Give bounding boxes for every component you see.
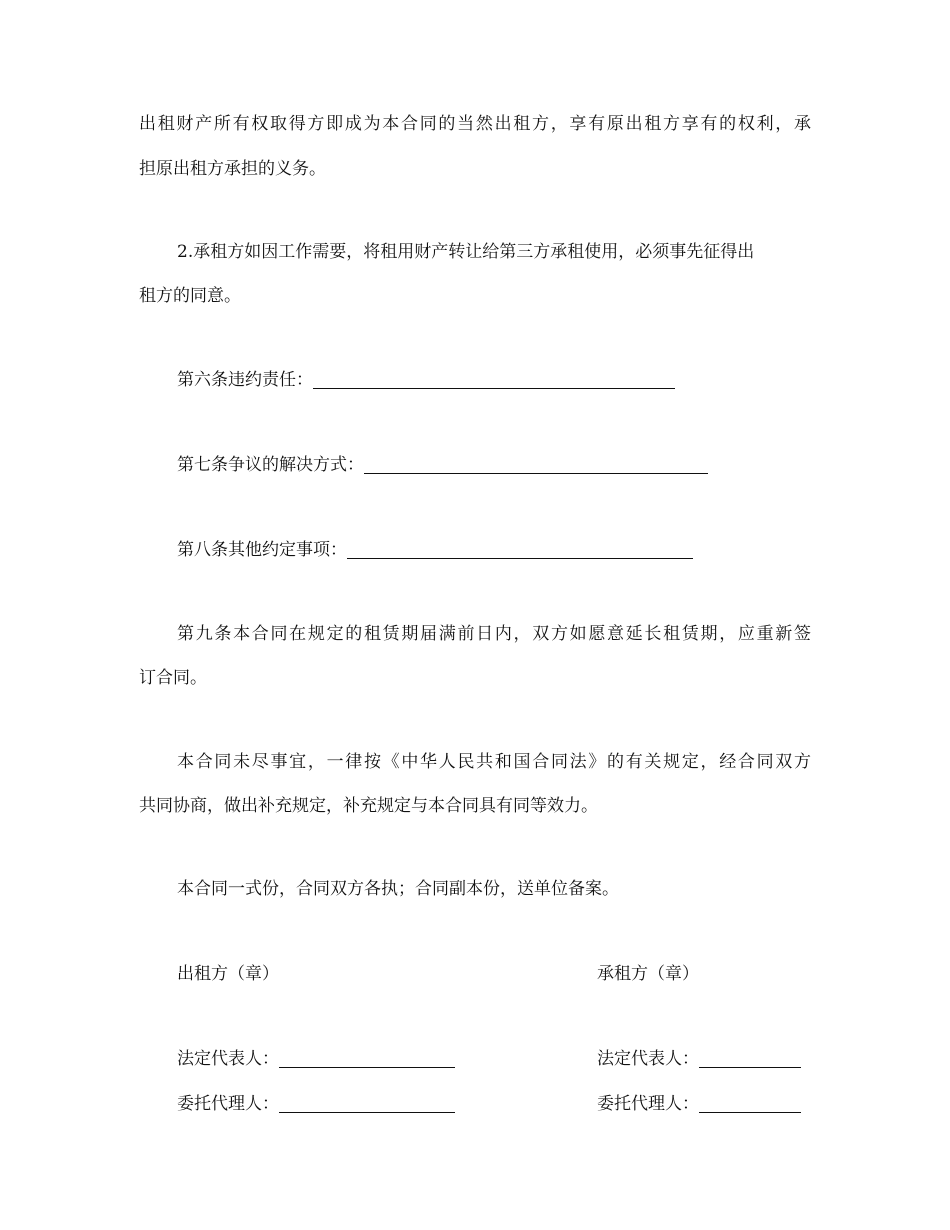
lessee-legal-rep [597, 1047, 801, 1071]
lessee-seal: 承租方（章） [597, 964, 699, 984]
lessor-legal-rep-blank [279, 1049, 455, 1068]
lessor-agent [177, 1092, 455, 1116]
article-6-blank [313, 370, 675, 389]
paragraph-2-line-2: 租方的同意。 [139, 286, 241, 306]
misc-line-2: 共同协商，做出补充规定，补充规定与本合同具有同等效力。 [139, 796, 598, 816]
article-7-label: 第七条争议的解决方式： [177, 455, 364, 475]
article-9-line-2: 订合同。 [139, 668, 207, 688]
article-8-label: 第八条其他约定事项： [177, 540, 347, 560]
paragraph-2-line-1: 2.承租方如因工作需要，将租用财产转让给第三方承租使用，必须事先征得出 [177, 242, 755, 262]
article-6-label: 第六条违约责任： [177, 370, 313, 390]
paragraph-1-line-2: 担原出租方承担的义务。 [139, 159, 326, 179]
lessor-legal-rep [177, 1047, 455, 1071]
lessee-agent-label: 委托代理人： [597, 1094, 699, 1114]
article-8 [177, 538, 849, 562]
article-8-blank [347, 540, 693, 559]
misc-line-1: 本合同未尽事宜，一律按《中华人民共和国合同法》的有关规定，经合同双方 [177, 752, 811, 772]
copies-clause: 本合同一式份，合同双方各执；合同副本份，送单位备案。 [177, 879, 619, 899]
article-7-blank [364, 455, 708, 474]
lessor-agent-label: 委托代理人： [177, 1094, 279, 1114]
article-6 [177, 368, 849, 392]
article-7 [177, 453, 849, 477]
lessor-agent-blank [279, 1094, 455, 1113]
lessor-legal-rep-label: 法定代表人： [177, 1049, 279, 1069]
article-9-line-1: 第九条本合同在规定的租赁期届满前日内，双方如愿意延长租赁期，应重新签 [177, 624, 811, 644]
lessee-agent-blank [699, 1094, 801, 1113]
lessor-seal: 出租方（章） [177, 964, 279, 984]
lessee-legal-rep-label: 法定代表人： [597, 1049, 699, 1069]
paragraph-1-line-1: 出租财产所有权取得方即成为本合同的当然出租方，享有原出租方享有的权利，承 [139, 114, 811, 134]
lessee-agent [597, 1092, 801, 1116]
lessee-legal-rep-blank [699, 1049, 801, 1068]
